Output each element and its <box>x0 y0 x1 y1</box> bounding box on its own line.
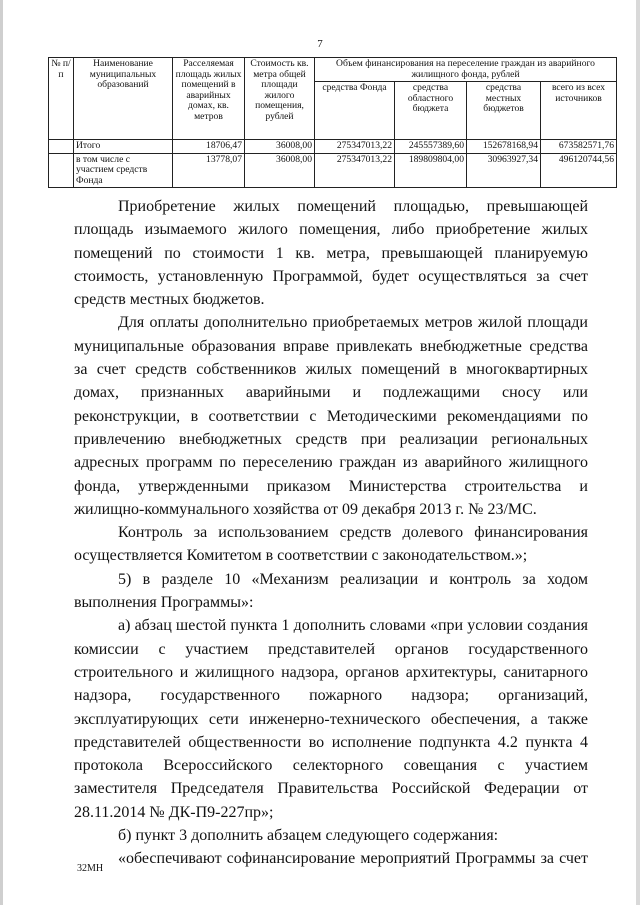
page-number: 7 <box>317 38 323 50</box>
cell-total: 673582571,76 <box>541 140 617 154</box>
paragraph: 5) в разделе 10 «Механизм реализации и контроль за ходом выполнения Программы»: <box>74 570 588 612</box>
paragraph: «обеспечивают софинансирование мероприятий Программы за счет <box>118 850 588 868</box>
paragraph: б) пункт 3 дополнить абзацем следующего содержания: <box>118 827 499 845</box>
header-financing-group: Объем финансирования на переселение граждан из аварийного жилищного фонда, рублей <box>315 58 617 82</box>
cell-num <box>49 153 74 188</box>
header-num: № п/п <box>49 58 74 140</box>
header-local: средства местных бюджетов <box>467 82 541 140</box>
cell-name: Итого <box>74 140 173 154</box>
footer-code: 32МН <box>77 863 104 874</box>
cell-local: 152678168,94 <box>467 140 541 154</box>
scan-edge-left <box>0 0 3 905</box>
header-area: Расселяемая площадь жилых помещений в аварийных домах, кв. метров <box>173 58 245 140</box>
header-cost: Стоимость кв. метра общей площади жилого помещения, рублей <box>245 58 315 140</box>
table-row <box>49 140 617 154</box>
header-total: всего из всех источников <box>541 82 617 140</box>
body-text <box>74 195 588 871</box>
cell-name: в том числе с участием средств Фонда <box>74 153 173 188</box>
paragraph: Контроль за использованием средств долевого финансирования осуществляется Комитетом в соответствии с законодательством.»; <box>74 524 588 565</box>
header-name: Наименование муниципальных образований <box>74 58 173 140</box>
cell-area: 13778,07 <box>173 153 245 188</box>
cell-regional: 189809804,00 <box>395 153 467 188</box>
header-regional: средства областного бюджета <box>395 82 467 140</box>
header-fund: средства Фонда <box>315 82 395 140</box>
cell-fund: 275347013,22 <box>315 153 395 188</box>
scan-edge-right <box>636 0 640 905</box>
cell-local: 30963927,34 <box>467 153 541 188</box>
cell-total: 496120744,56 <box>541 153 617 188</box>
cell-area: 18706,47 <box>173 140 245 154</box>
table-row <box>49 153 617 188</box>
paragraph: а) абзац шестой пункта 1 дополнить словами «при условии создания комиссии с участием представителей органов государственного строительного и жилищного надзора, органов архитектуры, санитарного надзора, государственного пожарного надзора; организаций, эксплуатирующих сети инженерно-технического обеспечения, а также представителей общественности во исполнение подпункта 4.2 пункта 4 протокола Всероссийского селекторного совещания с участием заместителя Председателя Правительства Российской Федерации от 28.11.2014 № ДК-П9-227пр»; <box>74 617 588 821</box>
paragraph: Приобретение жилых помещений площадью, превышающей площадь изымаемого жилого помещения, либо приобретение жилых помещений по стоимости 1 кв. метра, превышающей планируемую стоимость, установленную Программой, будет осуществляться за счет средств местных бюджетов. <box>74 198 588 309</box>
cell-cost: 36008,00 <box>245 140 315 154</box>
cell-fund: 275347013,22 <box>315 140 395 154</box>
paragraph: Для оплаты дополнительно приобретаемых метров жилой площади муниципальные образования вправе привлекать внебюджетные средства за счет средств собственников жилых помещений в многоквартирных домах, признанных аварийными и подлежащими сносу или реконструкции, в соответствии с Методическими рекомендациями по привлечению внебюджетных средств при реализации региональных адресных программ по переселению граждан из аварийного жилищного фонда, утвержденными приказом Министерства строительства и жилищно-коммунального хозяйства от 09 декабря 2013 г. № 23/МС. <box>74 314 588 518</box>
cell-cost: 36008,00 <box>245 153 315 188</box>
cell-num <box>49 140 74 154</box>
cell-regional: 245557389,60 <box>395 140 467 154</box>
financing-table <box>48 57 617 188</box>
